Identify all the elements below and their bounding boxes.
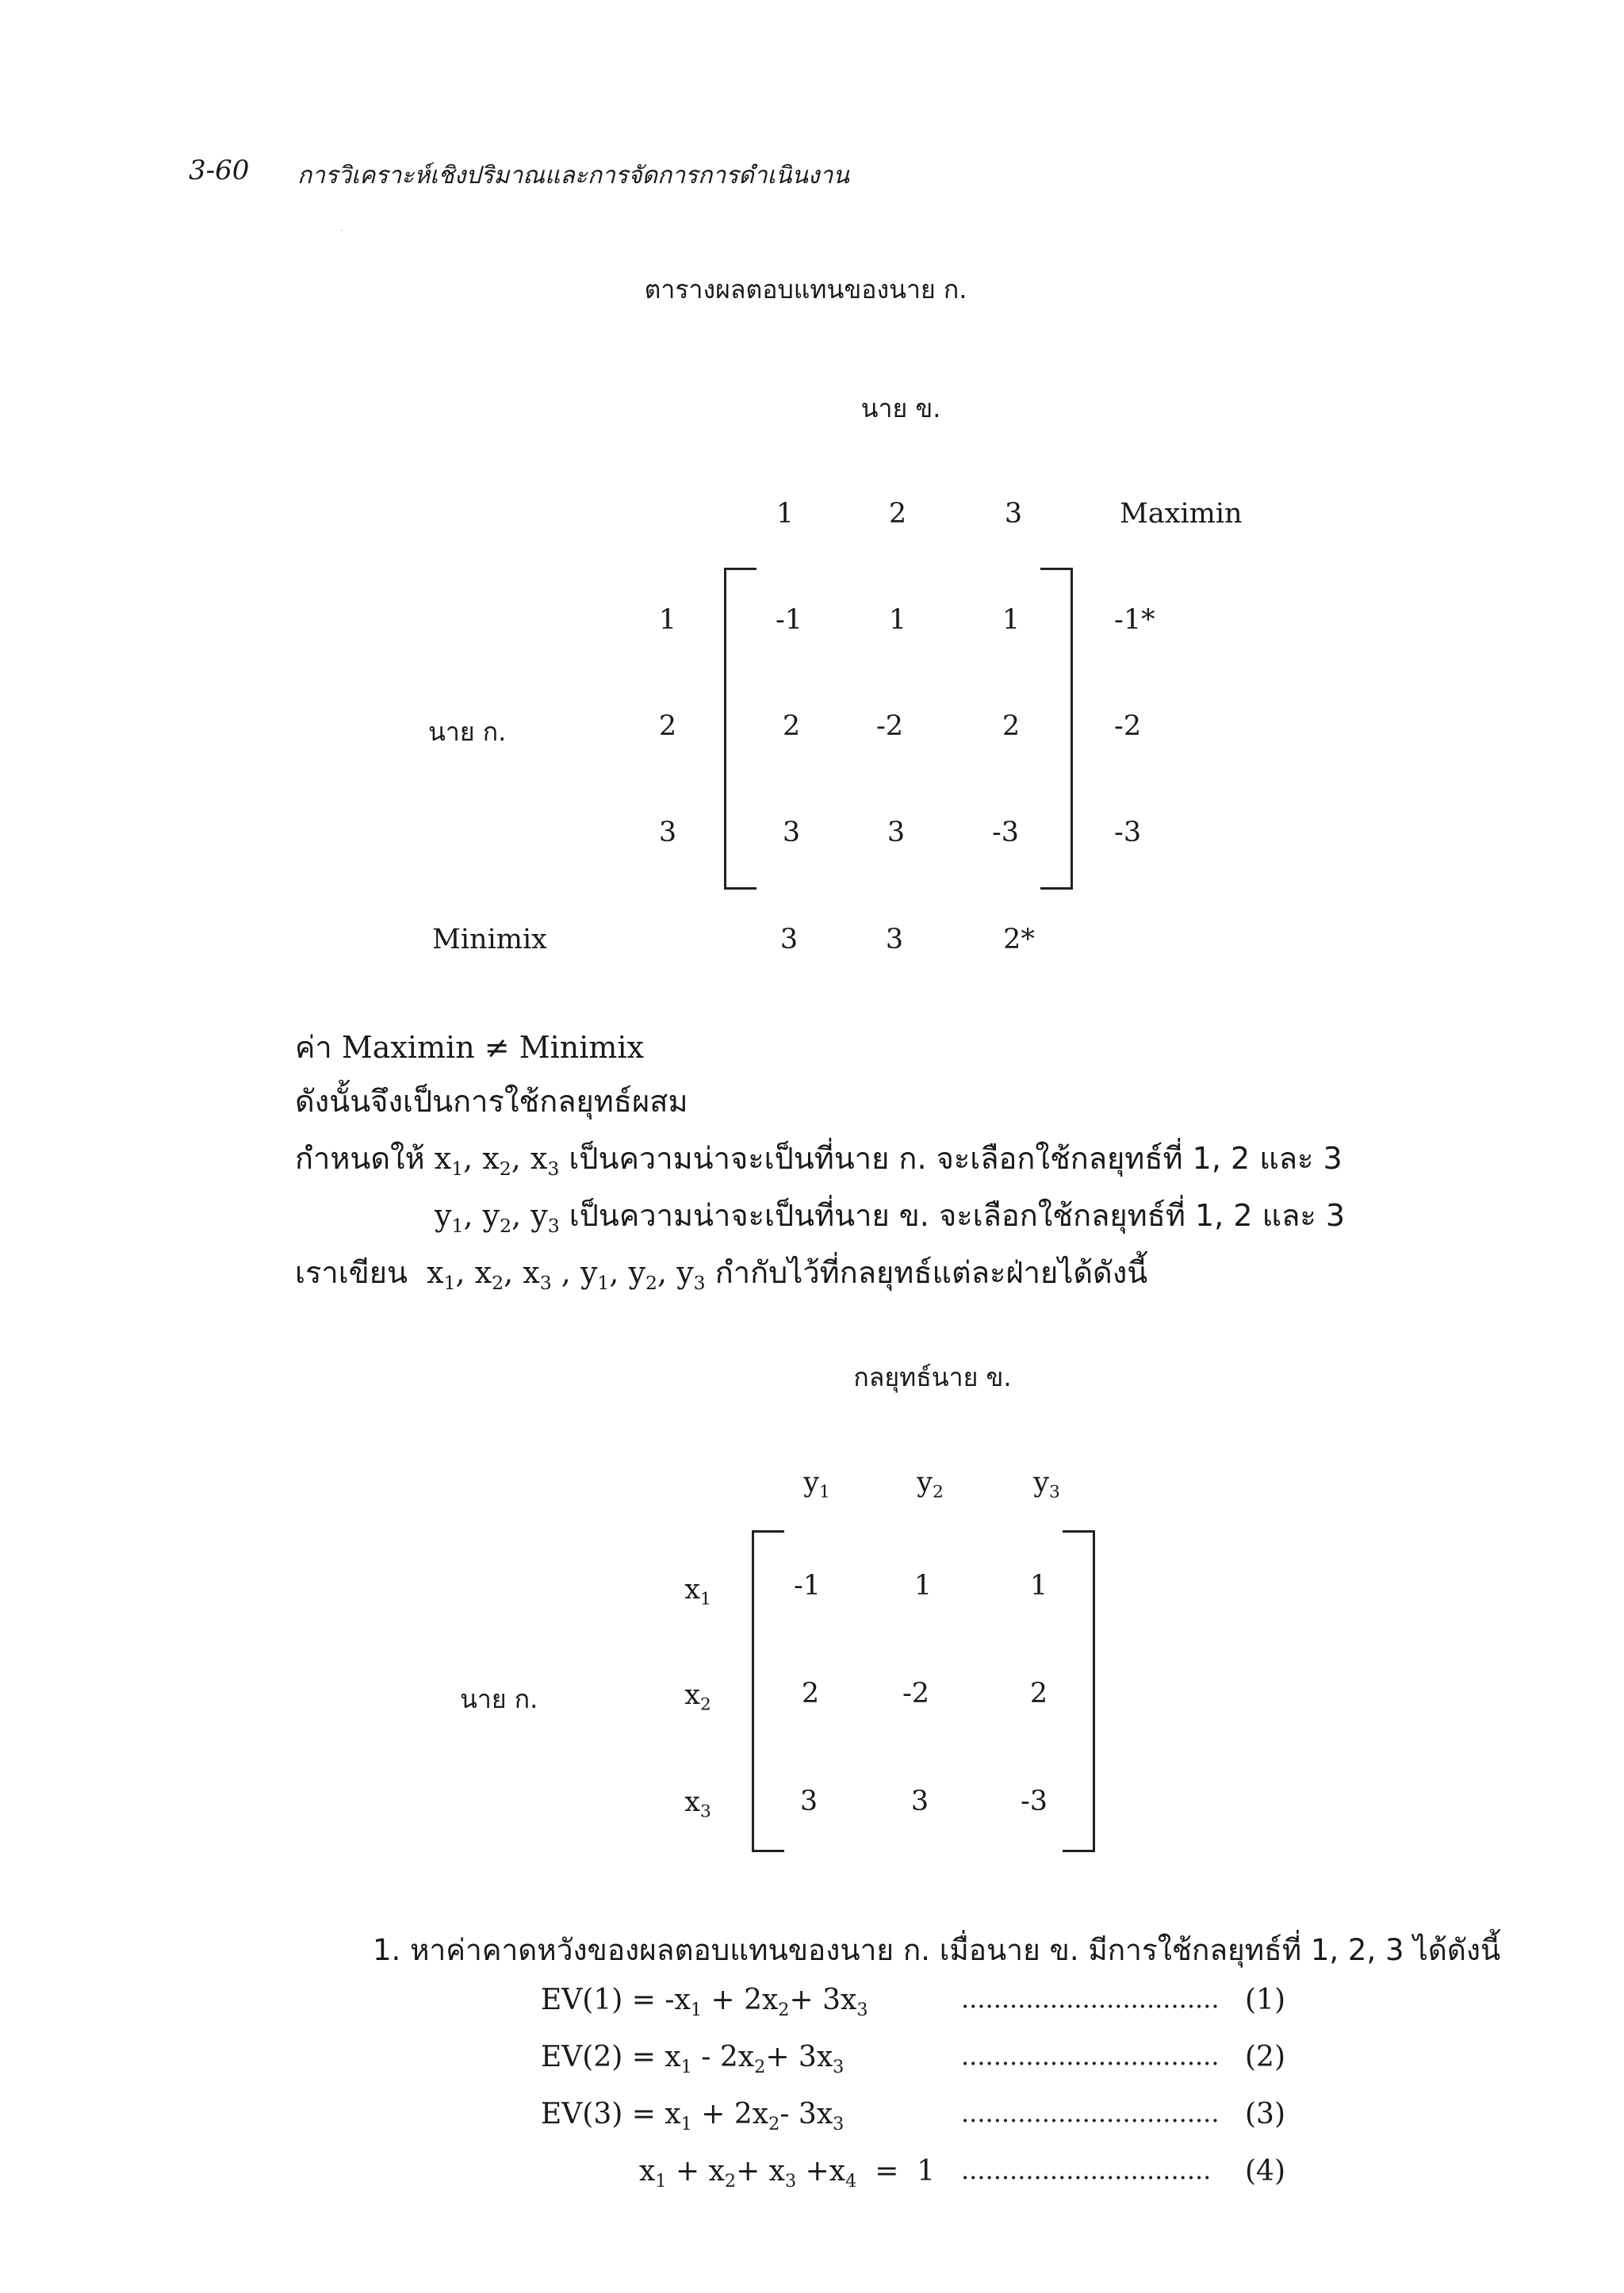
definition-lead: กำหนดให้: [295, 1141, 425, 1176]
table2-right-bracket: [1063, 1530, 1095, 1852]
t1-cell-1-3: 1: [1002, 604, 1021, 636]
maximin-value-2: -2: [1114, 710, 1142, 742]
comparison-minimix: Minimix: [519, 1030, 645, 1065]
notation-rest: กำกับไว้ที่กลยุทธ์แต่ละฝ่ายได้ดังนี้: [714, 1255, 1148, 1290]
not-equal-sign: ≠: [484, 1030, 510, 1065]
t2-cell-2-3: 2: [1029, 1678, 1048, 1709]
t1-cell-3-3: -3: [991, 817, 1020, 848]
t2-cell-3-2: 3: [910, 1786, 929, 1817]
minimax-label: Minimix: [432, 924, 547, 955]
t2-cell-1-2: 1: [914, 1570, 933, 1602]
t1-cell-1-2: 1: [888, 604, 907, 636]
t1-cell-1-1: -1: [775, 604, 803, 636]
definition-line-x: [295, 1134, 1342, 1182]
t1-cell-2-3: 2: [1002, 710, 1021, 742]
notation-line: [295, 1248, 1147, 1296]
t2-cell-3-1: 3: [799, 1786, 818, 1817]
step1-heading: 1. หาค่าคาดหวังของผลตอบแทนของนาย ก. เมื่อนาย ข. มีการใช้กลยุทธ์ที่ 1, 2, 3 ได้ดังนี้: [373, 1933, 1501, 1967]
col-label-3: 3: [1004, 498, 1023, 530]
eq1-label: EV(1) =: [541, 1984, 656, 2016]
page-number: 3-60: [189, 155, 250, 186]
t1-cell-3-1: 3: [782, 817, 801, 848]
xy-variables: $x_1$, $x_2$, $x_3$ , $y_1$, $y_2$, $y_3$: [427, 1255, 706, 1295]
table2-left-bracket: [752, 1530, 784, 1852]
minimax-value-1: 3: [779, 924, 799, 955]
x-variables: $x_1$, $x_2$, $x_3$: [434, 1141, 560, 1181]
t2-cell-1-3: 1: [1029, 1570, 1048, 1602]
eq2-number: (2): [1245, 2041, 1285, 2073]
eq3-dots: ................................: [961, 2098, 1220, 2128]
notation-lead: เราเขียน: [295, 1255, 408, 1290]
minimax-value-2: 3: [885, 924, 904, 955]
t1-cell-2-2: -2: [875, 710, 904, 742]
eq1-dots: ................................: [961, 1984, 1220, 2014]
table2-row-player: นาย ก.: [460, 1684, 538, 1714]
col-y2: $y_2$: [917, 1467, 944, 1503]
t2-cell-2-1: 2: [801, 1678, 820, 1709]
row-x1: $x_1$: [684, 1574, 711, 1610]
maximin-label: Maximin: [1120, 498, 1243, 530]
t1-cell-3-2: 3: [887, 817, 906, 848]
eq1-number: (1): [1245, 1984, 1285, 2016]
t1-cell-2-1: 2: [782, 710, 801, 742]
definition-x-rest: เป็นความน่าจะเป็นที่นาย ก. จะเลือกใช้กลยุทธ์ที่ 1, 2 และ 3: [569, 1141, 1342, 1176]
comparison-prefix: ค่า: [295, 1030, 332, 1065]
t2-cell-1-1: -1: [793, 1570, 822, 1602]
row-label-2: 2: [658, 710, 677, 742]
col-y1: $y_1$: [803, 1467, 830, 1503]
eq3-number: (3): [1245, 2098, 1285, 2130]
equation-3: $EV(3) = x_1 + 2x_2-$ $3x_3$: [541, 2098, 845, 2134]
eq2-dots: ................................: [961, 2041, 1220, 2071]
col-y3: $y_3$: [1033, 1467, 1060, 1503]
table1-caption: ตารางผลตอบแทนของนาย ก.: [644, 274, 967, 304]
table2-caption: กลยุทธ์นาย ข.: [853, 1362, 1012, 1392]
running-title: การวิเคราะห์เชิงปริมาณและการจัดการการดำเนินงาน: [297, 162, 849, 189]
eq3-label: EV(3) =: [541, 2098, 656, 2130]
maximin-value-1: -1*: [1114, 604, 1155, 636]
col-label-2: 2: [888, 498, 907, 530]
definition-y-rest: เป็นความน่าจะเป็นที่นาย ข. จะเลือกใช้กลยุทธ์ที่ 1, 2 และ 3: [569, 1198, 1346, 1233]
row-label-1: 1: [658, 604, 677, 636]
comparison-line: [295, 1023, 644, 1071]
scan-mark: [341, 230, 343, 231]
equation-2: $EV(2) = x_1 - 2x_2+ 3x_3$: [541, 2041, 845, 2077]
eq4-dots: ...............................: [961, 2155, 1212, 2185]
equation-1: $EV(1) = -x_1 + 2x_2+ 3x_3$: [541, 1984, 868, 2020]
table1-left-bracket: [724, 568, 756, 890]
y-variables: $y_1$, $y_2$, $y_3$: [435, 1198, 560, 1238]
definition-line-y: [435, 1191, 1345, 1239]
mixed-strategy-line: ดังนั้นจึงเป็นการใช้กลยุทธ์ผสม: [295, 1084, 688, 1119]
table1-col-player: นาย ข.: [860, 393, 941, 423]
row-x3: $x_3$: [684, 1786, 711, 1822]
row-label-3: 3: [658, 817, 677, 848]
t2-cell-2-2: -2: [902, 1678, 930, 1709]
t2-cell-3-3: -3: [1020, 1786, 1048, 1817]
equation-4: $x_1 + x_2+ x_3 +x_4 = 1$: [639, 2155, 936, 2192]
table1-right-bracket: [1040, 568, 1073, 890]
comparison-maximin: Maximin: [341, 1030, 475, 1065]
col-label-1: 1: [776, 498, 795, 530]
minimax-value-3: 2*: [1003, 924, 1035, 955]
eq2-label: EV(2) =: [541, 2041, 656, 2073]
eq4-number: (4): [1245, 2155, 1285, 2188]
maximin-value-3: -3: [1114, 817, 1142, 848]
table1-row-player: นาย ก.: [428, 717, 507, 747]
row-x2: $x_2$: [684, 1679, 711, 1715]
